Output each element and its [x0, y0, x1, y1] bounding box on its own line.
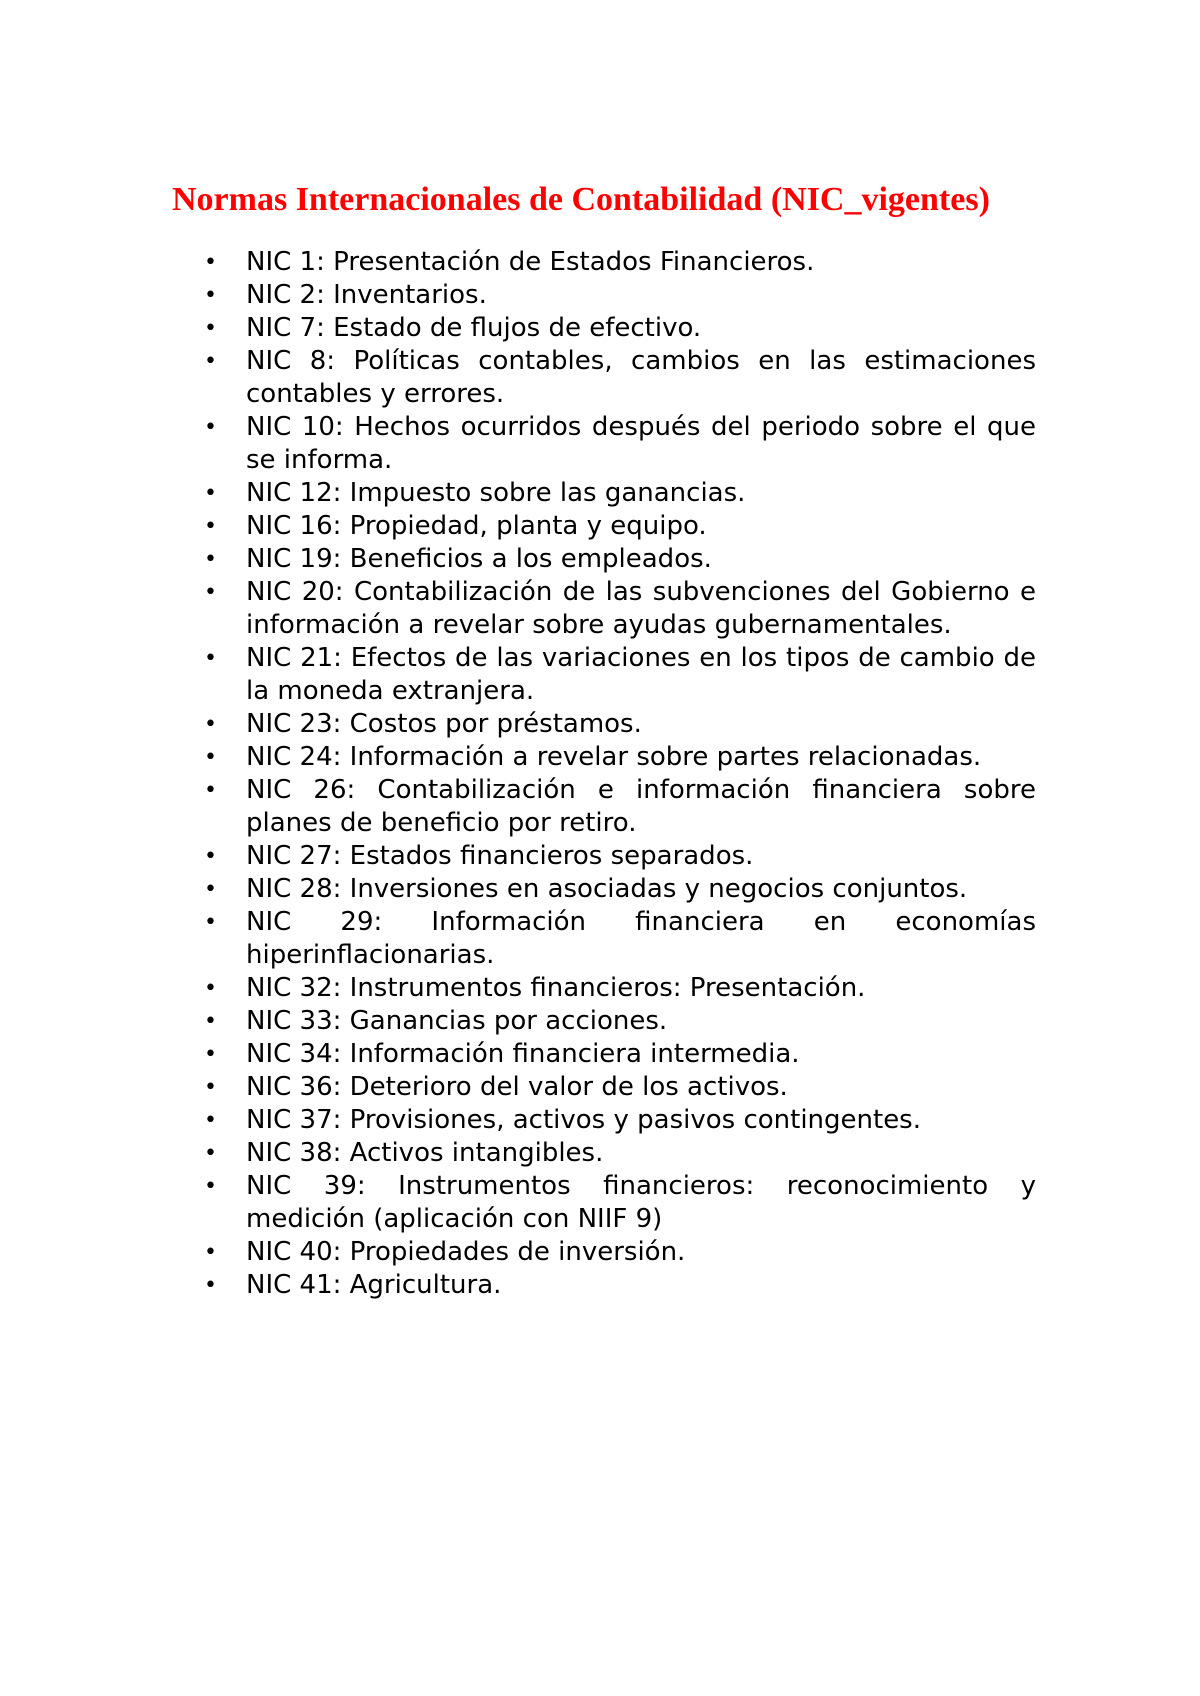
list-item: [204, 708, 1036, 741]
list-item-text: NIC 24: Información a revelar sobre partes relacionadas.: [246, 742, 982, 772]
list-item-text: NIC 20: Contabilización de las subvenciones del Gobierno e información a revelar sobre ayudas gubernamentales.: [246, 577, 1036, 640]
list-item: [204, 972, 1036, 1005]
list-item: [204, 642, 1036, 708]
bullet-icon: •: [204, 844, 217, 869]
list-item-text: NIC 8: Políticas contables, cambios en las estimaciones contables y errores.: [246, 346, 1036, 409]
bullet-icon: •: [204, 778, 217, 803]
bullet-icon: •: [204, 976, 217, 1001]
bullet-icon: •: [204, 415, 217, 440]
list-item: [204, 1038, 1036, 1071]
bullet-icon: •: [204, 1075, 217, 1100]
list-item: [204, 1269, 1036, 1302]
list-item-text: NIC 34: Información financiera intermedia.: [246, 1039, 800, 1069]
list-item: [204, 1071, 1036, 1104]
list-item-text: NIC 19: Beneficios a los empleados.: [246, 544, 712, 574]
bullet-icon: •: [204, 1042, 217, 1067]
list-item-text: NIC 29: Información financiera en economías hiperinflacionarias.: [246, 907, 1036, 970]
list-item-text: NIC 21: Efectos de las variaciones en los tipos de cambio de la moneda extranjera.: [246, 643, 1036, 706]
list-item-text: NIC 32: Instrumentos financieros: Presentación.: [246, 973, 866, 1003]
list-item: [204, 1137, 1036, 1170]
list-item: [204, 840, 1036, 873]
bullet-icon: •: [204, 1141, 217, 1166]
list-item: [204, 576, 1036, 642]
bullet-icon: •: [204, 514, 217, 539]
list-item: [204, 873, 1036, 906]
list-item: [204, 1104, 1036, 1137]
bullet-icon: •: [204, 1174, 217, 1199]
list-item: [204, 1005, 1036, 1038]
bullet-icon: •: [204, 712, 217, 737]
list-item: [204, 741, 1036, 774]
list-item-text: NIC 23: Costos por préstamos.: [246, 709, 642, 739]
list-item-text: NIC 36: Deterioro del valor de los activos.: [246, 1072, 788, 1102]
bullet-icon: •: [204, 580, 217, 605]
list-item-text: NIC 33: Ganancias por acciones.: [246, 1006, 668, 1036]
list-item: [204, 411, 1036, 477]
list-item-text: NIC 39: Instrumentos financieros: reconocimiento y medición (aplicación con NIIF 9): [246, 1171, 1036, 1234]
list-item: [204, 477, 1036, 510]
list-item-text: NIC 2: Inventarios.: [246, 280, 487, 310]
bullet-icon: •: [204, 745, 217, 770]
list-item: [204, 345, 1036, 411]
bullet-icon: •: [204, 1108, 217, 1133]
document-title: Normas Internacionales de Contabilidad (NIC_vigentes): [172, 181, 990, 218]
list-item: [204, 774, 1036, 840]
bullet-icon: •: [204, 910, 217, 935]
list-item: [204, 906, 1036, 972]
bullet-icon: •: [204, 1009, 217, 1034]
bullet-icon: •: [204, 1240, 217, 1265]
bullet-icon: •: [204, 250, 217, 275]
list-item-text: NIC 28: Inversiones en asociadas y negocios conjuntos.: [246, 874, 968, 904]
bullet-icon: •: [204, 1273, 217, 1298]
bullet-icon: •: [204, 877, 217, 902]
list-item: [204, 246, 1036, 279]
list-item-text: NIC 38: Activos intangibles.: [246, 1138, 604, 1168]
bullet-icon: •: [204, 349, 217, 374]
list-item-text: NIC 10: Hechos ocurridos después del periodo sobre el que se informa.: [246, 412, 1036, 475]
bullet-icon: •: [204, 646, 217, 671]
list-item: [204, 543, 1036, 576]
list-item: [204, 510, 1036, 543]
list-item-text: NIC 7: Estado de flujos de efectivo.: [246, 313, 702, 343]
list-item-text: NIC 40: Propiedades de inversión.: [246, 1237, 686, 1267]
list-item-text: NIC 27: Estados financieros separados.: [246, 841, 754, 871]
list-item: [204, 1170, 1036, 1236]
list-item: [204, 1236, 1036, 1269]
bullet-icon: •: [204, 316, 217, 341]
list-item: [204, 312, 1036, 345]
list-item-text: NIC 41: Agricultura.: [246, 1270, 502, 1300]
list-item: [204, 279, 1036, 312]
bullet-icon: •: [204, 481, 217, 506]
standards-list: [204, 246, 1036, 1302]
list-item-text: NIC 16: Propiedad, planta y equipo.: [246, 511, 707, 541]
bullet-icon: •: [204, 283, 217, 308]
list-item-text: NIC 1: Presentación de Estados Financieros.: [246, 247, 815, 277]
list-item-text: NIC 37: Provisiones, activos y pasivos contingentes.: [246, 1105, 921, 1135]
list-item-text: NIC 26: Contabilización e información financiera sobre planes de beneficio por retiro.: [246, 775, 1036, 838]
list-item-text: NIC 12: Impuesto sobre las ganancias.: [246, 478, 746, 508]
bullet-icon: •: [204, 547, 217, 572]
